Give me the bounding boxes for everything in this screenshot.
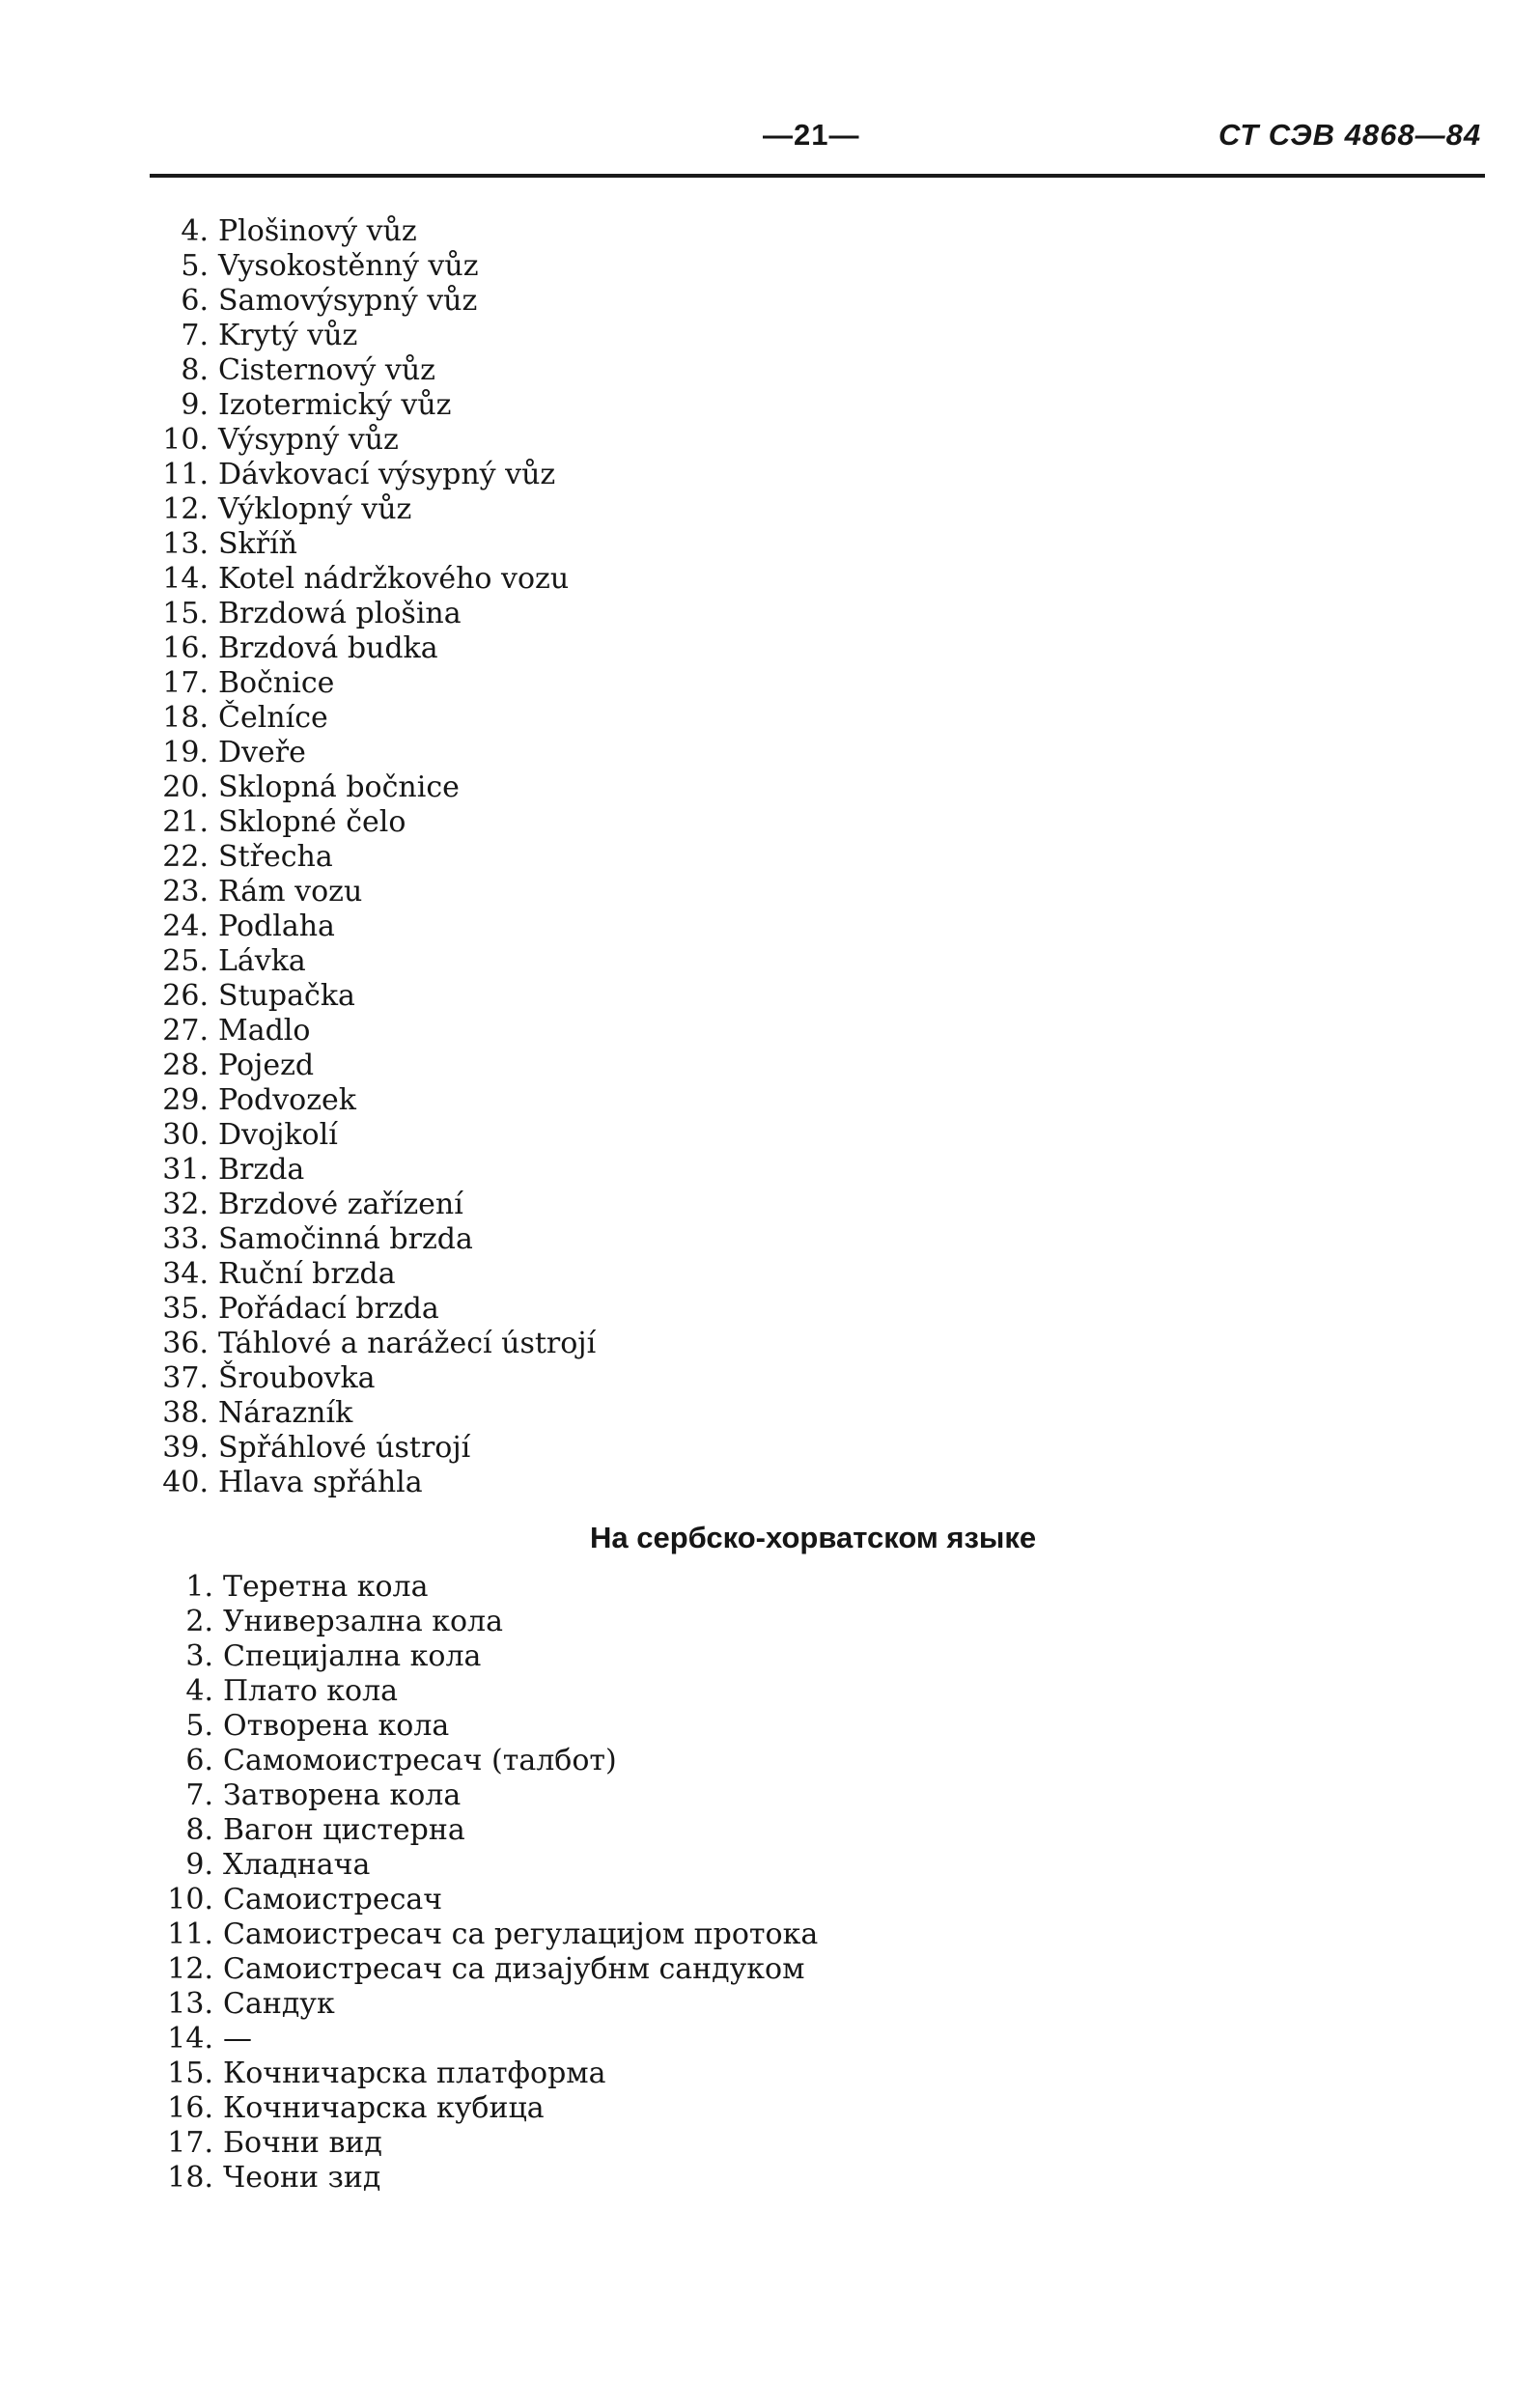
term-number: 30. <box>162 1118 209 1152</box>
term-text: Brzda <box>218 1153 305 1187</box>
term-item <box>154 1466 596 1500</box>
term-item <box>159 2056 818 2091</box>
term-item <box>154 666 596 701</box>
term-item <box>154 875 596 909</box>
term-number: 4. <box>181 214 209 248</box>
term-number: 27. <box>162 1014 209 1048</box>
term-item <box>159 1605 818 1639</box>
term-number: 15. <box>167 2056 213 2090</box>
term-number: 8. <box>181 353 209 387</box>
term-item <box>154 1327 596 1361</box>
term-item <box>154 1153 596 1188</box>
term-item <box>159 2091 818 2126</box>
term-text: Šroubovka <box>218 1361 376 1395</box>
term-item <box>154 353 596 388</box>
term-number: 13. <box>162 527 209 561</box>
term-text: Pořádací brzda <box>218 1292 439 1326</box>
term-text: Специјална кола <box>223 1639 482 1673</box>
term-number: 14. <box>162 562 209 596</box>
term-item <box>159 1674 818 1709</box>
term-item <box>154 562 596 597</box>
term-item <box>159 1813 818 1848</box>
term-item <box>154 597 596 631</box>
term-item <box>154 1083 596 1118</box>
term-text: Сандук <box>223 1987 335 2021</box>
term-number: 19. <box>162 736 209 769</box>
term-item <box>154 319 596 353</box>
term-number: 34. <box>162 1257 209 1291</box>
term-text: Ruční brzda <box>218 1257 396 1291</box>
term-number: 18. <box>162 701 209 735</box>
term-item <box>154 805 596 840</box>
term-item <box>154 736 596 770</box>
term-text: Sklopná bočnice <box>218 770 460 804</box>
term-item <box>154 944 596 979</box>
term-number: 1. <box>185 1570 213 1604</box>
term-text: Samočinná brzda <box>218 1222 473 1256</box>
term-text: Madlo <box>218 1014 311 1048</box>
term-number: 37. <box>162 1361 209 1395</box>
term-number: 17. <box>167 2126 213 2160</box>
term-item <box>154 1396 596 1431</box>
term-number: 12. <box>162 492 209 526</box>
term-text: Универзална кола <box>223 1605 503 1638</box>
term-number: 14. <box>167 2022 213 2056</box>
term-text: Dvojkolí <box>218 1118 338 1152</box>
term-number: 12. <box>167 1952 213 1986</box>
term-item <box>159 1917 818 1952</box>
term-number: 26. <box>162 979 209 1013</box>
term-text: Hlava spřáhla <box>218 1466 423 1499</box>
term-number: 35. <box>162 1292 209 1326</box>
term-number: 33. <box>162 1222 209 1256</box>
term-text: Плато кола <box>223 1674 399 1708</box>
page-number: —21— <box>763 118 860 152</box>
term-item <box>159 1952 818 1987</box>
term-text: Nárazník <box>218 1396 353 1430</box>
term-text: Výsypný vůz <box>218 423 399 457</box>
term-text: Skříň <box>218 527 297 561</box>
term-number: 25. <box>162 944 209 978</box>
serbo-croatian-term-list <box>159 1570 818 2196</box>
term-text: Brzdové zařízení <box>218 1188 463 1221</box>
term-item <box>154 284 596 319</box>
term-text: Отворена кола <box>223 1709 450 1743</box>
term-text: Podvozek <box>218 1083 356 1117</box>
term-number: 23. <box>162 875 209 909</box>
term-text: Cisternový vůz <box>218 353 435 387</box>
term-number: 29. <box>162 1083 209 1117</box>
term-item <box>154 1292 596 1327</box>
term-text: Бочни вид <box>223 2126 382 2160</box>
term-number: 36. <box>162 1327 209 1360</box>
term-text: Кочничарска платформа <box>223 2056 606 2090</box>
term-number: 21. <box>162 805 209 839</box>
term-text: Dávkovací výsypný vůz <box>218 458 556 491</box>
term-item <box>159 1883 818 1917</box>
term-number: 32. <box>162 1188 209 1221</box>
term-number: 8. <box>185 1813 213 1847</box>
header-divider <box>150 174 1485 178</box>
term-item <box>154 1257 596 1292</box>
term-text: Samovýsypný vůz <box>218 284 478 318</box>
term-number: 17. <box>162 666 209 700</box>
term-text: Pojezd <box>218 1049 315 1082</box>
term-text: Dveře <box>218 736 306 769</box>
term-number: 16. <box>162 631 209 665</box>
term-text: Krytý vůz <box>218 319 358 352</box>
term-number: 28. <box>162 1049 209 1082</box>
term-item <box>154 770 596 805</box>
term-text: Sklopné čelo <box>218 805 406 839</box>
term-number: 10. <box>167 1883 213 1916</box>
term-text: Brzdowá plošina <box>218 597 462 630</box>
term-item <box>154 1188 596 1222</box>
term-text: Самомоистресач (талбот) <box>223 1744 617 1777</box>
term-number: 31. <box>162 1153 209 1187</box>
term-number: 4. <box>185 1674 213 1708</box>
term-text: Střecha <box>218 840 333 874</box>
term-number: 13. <box>167 1987 213 2021</box>
czech-term-list <box>154 214 596 1500</box>
term-number: 5. <box>181 249 209 283</box>
term-item <box>154 388 596 423</box>
term-number: 2. <box>185 1605 213 1638</box>
term-number: 11. <box>167 1917 213 1951</box>
term-number: 39. <box>162 1431 209 1465</box>
term-item <box>154 1049 596 1083</box>
term-item <box>159 1744 818 1778</box>
term-text: Lávka <box>218 944 306 978</box>
term-text: Kotel nádržkového vozu <box>218 562 570 596</box>
term-number: 6. <box>185 1744 213 1777</box>
term-number: 7. <box>185 1778 213 1812</box>
term-number: 6. <box>181 284 209 318</box>
term-number: 9. <box>181 388 209 422</box>
term-item <box>154 1431 596 1466</box>
term-text: Čelníce <box>218 701 328 735</box>
term-number: 24. <box>162 909 209 943</box>
term-item <box>154 214 596 249</box>
term-item <box>154 909 596 944</box>
term-item <box>154 701 596 736</box>
term-item <box>159 2022 818 2056</box>
term-number: 40. <box>162 1466 209 1499</box>
term-text: — <box>223 2022 252 2056</box>
term-item <box>154 1014 596 1049</box>
term-item <box>154 1118 596 1153</box>
term-item <box>154 249 596 284</box>
term-text: Brzdová budka <box>218 631 438 665</box>
term-text: Izotermický vůz <box>218 388 452 422</box>
term-text: Spřáhlové ústrojí <box>218 1431 471 1465</box>
term-item <box>159 1709 818 1744</box>
term-number: 18. <box>167 2161 213 2195</box>
term-text: Stupačka <box>218 979 355 1013</box>
term-number: 16. <box>167 2091 213 2125</box>
term-item <box>159 2161 818 2196</box>
term-text: Táhlové a narážecí ústrojí <box>218 1327 597 1360</box>
term-text: Podlaha <box>218 909 335 943</box>
term-text: Кочничарска кубица <box>223 2091 545 2125</box>
term-item <box>159 2126 818 2161</box>
term-number: 7. <box>181 319 209 352</box>
term-text: Plošinový vůz <box>218 214 417 248</box>
term-item <box>154 1361 596 1396</box>
term-item <box>159 1987 818 2022</box>
term-number: 15. <box>162 597 209 630</box>
term-number: 3. <box>185 1639 213 1673</box>
term-text: Теретна кола <box>223 1570 429 1604</box>
term-item <box>154 527 596 562</box>
term-text: Самоистресач са регулацијом протока <box>223 1917 819 1951</box>
term-text: Затворена кола <box>223 1778 462 1812</box>
term-number: 11. <box>162 458 209 491</box>
term-text: Самоистресач са дизајубнм сандуком <box>223 1952 805 1986</box>
term-text: Bočnice <box>218 666 335 700</box>
term-item <box>159 1639 818 1674</box>
term-text: Чеони зид <box>223 2161 381 2195</box>
term-number: 22. <box>162 840 209 874</box>
term-item <box>154 492 596 527</box>
section-heading-serbo-croatian: На сербско-хорватском языке <box>590 1521 1037 1554</box>
term-item <box>159 1570 818 1605</box>
term-item <box>154 1222 596 1257</box>
term-text: Вагон цистерна <box>223 1813 465 1847</box>
term-text: Хладнача <box>223 1848 371 1882</box>
term-item <box>159 1778 818 1813</box>
term-number: 20. <box>162 770 209 804</box>
term-text: Самоистресач <box>223 1883 443 1916</box>
term-item <box>154 979 596 1014</box>
term-item <box>154 631 596 666</box>
document-code: СТ СЭВ 4868—84 <box>1218 118 1482 152</box>
term-number: 9. <box>185 1848 213 1882</box>
term-number: 10. <box>162 423 209 457</box>
term-item <box>159 1848 818 1883</box>
term-item <box>154 458 596 492</box>
term-text: Vysokostěnný vůz <box>218 249 479 283</box>
term-text: Rám vozu <box>218 875 363 909</box>
term-number: 38. <box>162 1396 209 1430</box>
term-item <box>154 423 596 458</box>
term-text: Výklopný vůz <box>218 492 412 526</box>
term-item <box>154 840 596 875</box>
term-number: 5. <box>185 1709 213 1743</box>
